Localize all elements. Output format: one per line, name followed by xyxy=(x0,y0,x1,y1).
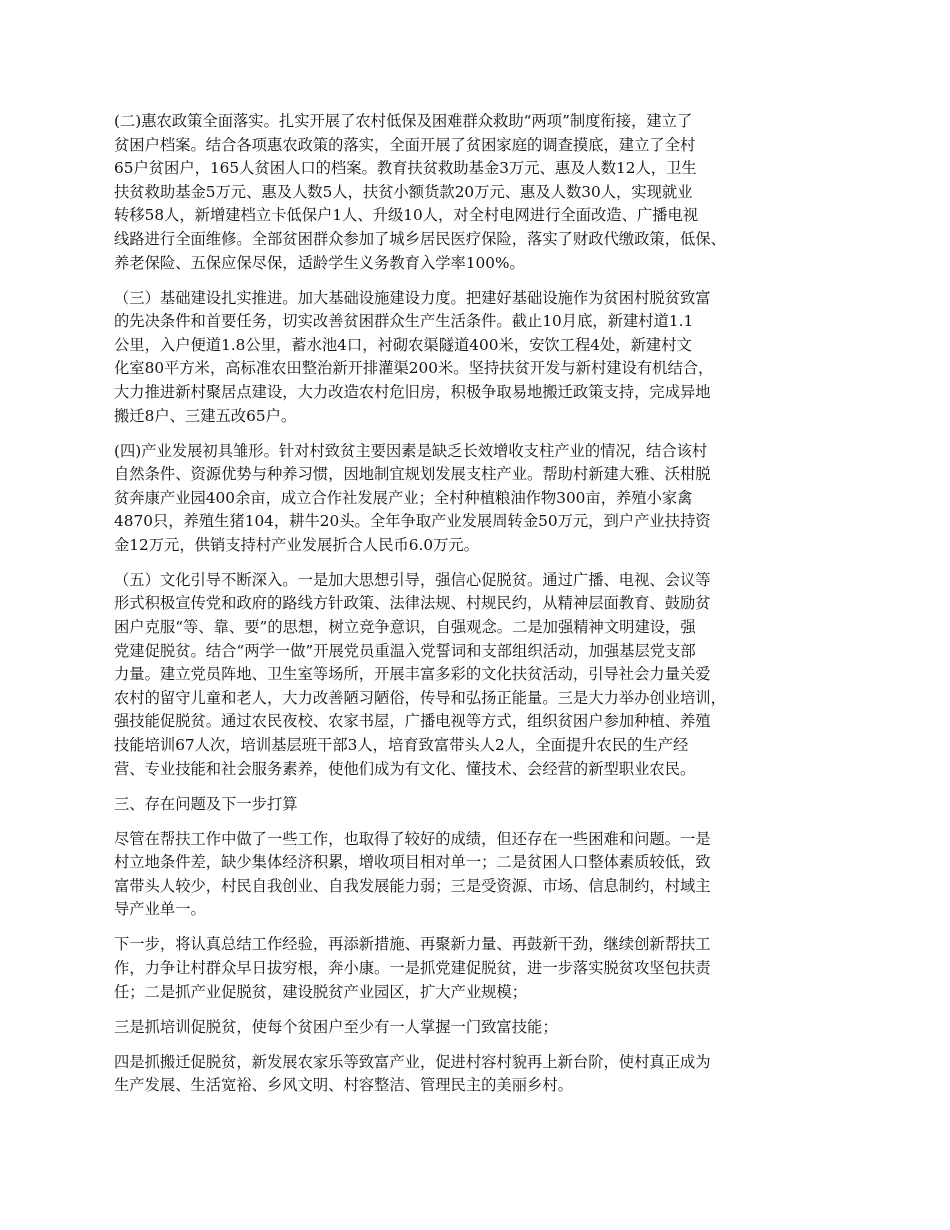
text-line: 金12万元，供销支持村产业发展折合人民币6.0万元。 xyxy=(114,535,480,554)
text-line: 贫奔康产业园400余亩，成立合作社发展产业；全村种植粮油作物300亩，养殖小家禽 xyxy=(114,488,693,507)
section-heading xyxy=(114,793,854,817)
heading-text: 三、存在问题及下一步打算 xyxy=(114,794,298,813)
text-line: 的先决条件和首要任务，切实改善贫困群众生产生活条件。截止10月底，新建村道1.1 xyxy=(114,312,694,331)
paragraph-infrastructure xyxy=(114,287,854,429)
paragraph-problems xyxy=(114,828,854,922)
text-line: 三是抓培训促脱贫，使每个贫困户至少有一人掌握一门致富技能； xyxy=(114,1017,558,1036)
text-line: 困户克服“等、靠、要”的思想，树立竞争意识，自强观念。二是加强精神文明建设，强 xyxy=(114,618,696,637)
text-line: 营、专业技能和社会服务素养，使他们成为有文化、懂技术、会经营的新型职业农民。 xyxy=(114,759,696,778)
text-line: 尽管在帮扶工作中做了一些工作，也取得了较好的成绩，但还存在一些困难和问题。一是 xyxy=(114,829,711,848)
text-line: 搬迁8户、三建五改65户。 xyxy=(114,406,297,425)
text-line: （三）基础建设扎实推进。加大基础设施建设力度。把建好基础设施作为贫困村脱贫致富 xyxy=(114,288,711,307)
text-line: 生产发展、生活宽裕、乡风文明、村容整洁、管理民主的美丽乡村。 xyxy=(114,1076,573,1095)
paragraph-culture xyxy=(114,569,854,781)
text-line: 任；二是抓产业促脱贫，建设脱贫产业园区，扩大产业规模； xyxy=(114,982,528,1001)
text-line: 4870只，养殖生猪104，耕牛20头。全年争取产业发展周转金50万元，到户产业扶持资 xyxy=(114,512,711,531)
text-line: 转移58人，新增建档立卡低保户1人、升级10人，对全村电网进行全面改造、广播电视 xyxy=(114,206,699,225)
text-line: 力量。建立党员阵地、卫生室等场所，开展丰富多彩的文化扶贫活动，引导社会力量关爱 xyxy=(114,665,711,684)
paragraph-industry xyxy=(114,440,854,558)
text-line: 形式积极宣传党和政府的路线方针政策、法律法规、村规民约，从精神层面教育、鼓励贫 xyxy=(114,594,711,613)
paragraph-policy xyxy=(114,110,854,275)
text-line: 公里，入户便道1.8公里，蓄水池4口，衬砌农渠隧道400米，安饮工程4处，新建村文 xyxy=(114,335,692,354)
text-line: 下一步，将认真总结工作经验，再添新措施、再聚新力量、再鼓新干劲，继续创新帮扶工 xyxy=(114,935,711,954)
text-line: 技能培训67人次，培训基层班干部3人，培育致富带头人2人，全面提升农民的生产经 xyxy=(114,736,689,755)
text-line: 贫困户档案。结合各项惠农政策的落实，全面开展了贫困家庭的调查摸底，建立了全村 xyxy=(114,135,696,154)
text-line: 作，力争让村群众早日拔穷根，奔小康。一是抓党建促脱贫，进一步落实脱贫攻坚包扶责 xyxy=(114,958,711,977)
text-line: 自然条件、资源优势与种养习惯，因地制宜规划发展支柱产业。帮助村新建大雅、沃柑脱 xyxy=(114,465,711,484)
text-line: 农村的留守儿童和老人，大力改善陋习陋俗，传导和弘扬正能量。三是大力举办创业培训， xyxy=(114,688,726,707)
text-line: 大力推进新村聚居点建设，大力改造农村危旧房，积极争取易地搬迁政策支持，完成异地 xyxy=(114,382,711,401)
text-line: (二)惠农政策全面落实。扎实开展了农村低保及困难群众救助“两项”制度衔接，建立了 xyxy=(114,112,693,130)
paragraph-training xyxy=(114,1016,854,1040)
text-line: （五）文化引导不断深入。一是加大思想引导，强信心促脱贫。通过广播、电视、会议等 xyxy=(114,570,711,589)
text-line: 富带头人较少，村民自我创业、自我发展能力弱；三是受资源、市场、信息制约，村域主 xyxy=(114,876,711,895)
text-line: 四是抓搬迁促脱贫，新发展农家乐等致富产业，促进村容村貌再上新台阶，使村真正成为 xyxy=(114,1052,711,1071)
paragraph-next-steps xyxy=(114,933,854,1004)
text-line: 党建促脱贫。结合“两学一做”开展党员重温入党誓词和支部组织活动，加强基层党支部 xyxy=(114,641,696,660)
text-line: 养老保险、五保应保尽保，适龄学生义务教育入学率100%。 xyxy=(114,253,525,272)
text-line: 65户贫困户，165人贫困人口的档案。教育扶贫救助基金3万元、惠及人数12人，卫生 xyxy=(114,159,697,178)
paragraph-relocation xyxy=(114,1051,854,1098)
text-line: 强技能促脱贫。通过农民夜校、农家书屋，广播电视等方式，组织贫困户参加种植、养殖 xyxy=(114,712,711,731)
text-line: 村立地条件差，缺少集体经济积累，增收项目相对单一；二是贫困人口整体素质较低，致 xyxy=(114,853,711,872)
document-body xyxy=(114,110,854,1109)
text-line: 化室80平方米，高标准农田整治新开排灌渠200米。坚持扶贫开发与新村建设有机结合， xyxy=(114,359,714,378)
text-line: 导产业单一。 xyxy=(114,900,206,919)
text-line: (四)产业发展初具雏形。针对村致贫主要因素是缺乏长效增收支柱产业的情况，结合该村 xyxy=(114,441,708,460)
text-line: 线路进行全面维修。全部贫困群众参加了城乡居民医疗保险，落实了财政代缴政策，低保、 xyxy=(114,229,726,248)
text-line: 扶贫救助基金5万元、惠及人数5人，扶贫小额货款20万元、惠及人数30人，实现就业 xyxy=(114,182,693,201)
